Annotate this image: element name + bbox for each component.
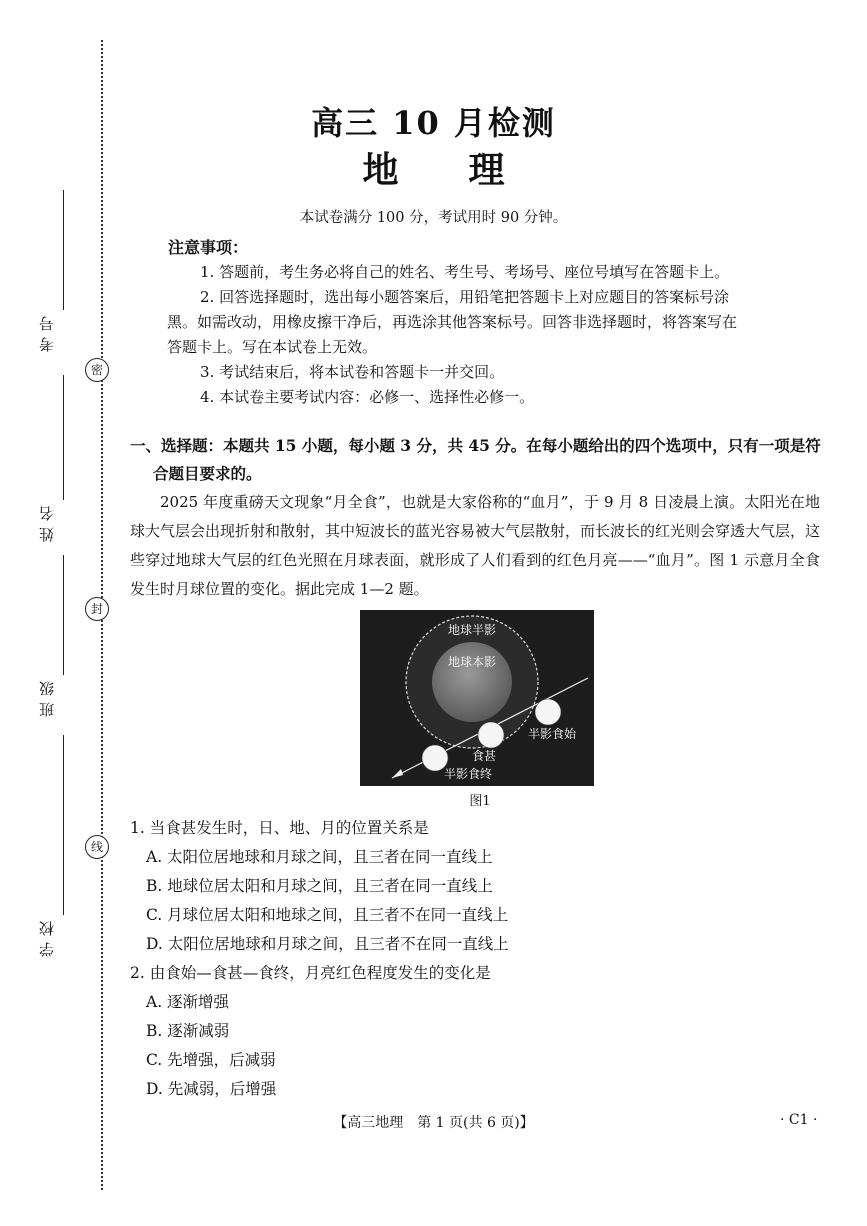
notice-item-4: 4. 本试卷主要考试内容：必修一、选择性必修一。 bbox=[200, 388, 535, 406]
lunar-eclipse-figure bbox=[360, 610, 594, 786]
notice-item-1: 1. 答题前，考生务必将自己的姓名、考生号、考场号、座位号填写在答题卡上。 bbox=[200, 263, 730, 281]
question-1-option-b: B. 地球位居太阳和月球之间，且三者在同一直线上 bbox=[146, 877, 493, 895]
name-blank bbox=[63, 375, 64, 500]
seal-xian: 线 bbox=[85, 835, 109, 859]
school-field bbox=[36, 735, 72, 965]
label-penumbra: 地球半影 bbox=[448, 623, 497, 637]
name-label: 姓名 bbox=[38, 500, 56, 542]
question-2-stem: 2. 由食始—食甚—食终，月亮红色程度发生的变化是 bbox=[130, 964, 491, 982]
umbra-circle bbox=[432, 642, 512, 722]
question-2-option-a: A. 逐渐增强 bbox=[146, 993, 230, 1011]
notice-item-2-cont: 黑。如需改动，用橡皮擦干净后，再选涂其他答案标号。回答非选择题时，将答案写在 bbox=[167, 313, 738, 331]
page-footer: 【高三地理 第 1 页(共 6 页)】 bbox=[333, 1115, 534, 1131]
question-1-option-a: A. 太阳位居地球和月球之间，且三者在同一直线上 bbox=[146, 848, 493, 866]
passage-text: 2025 年度重磅天文现象“月全食”，也就是大家俗称的“血月”，于 9 月 8 日凌晨上演。太阳光在地球大气层会出现折射和散射，其中短波长的蓝光容易被大气层散射，而长波长的红光则会穿透大气层，这些穿过地球大气层的红色光照在月球表面，就形成了人们看到的红色月亮——“血月”。图 1 示意月全食发生时月球位置的变化。据此完成 1—2 题。 bbox=[130, 493, 821, 598]
question-2-option-d: D. 先减弱，后增强 bbox=[146, 1080, 277, 1098]
question-2-option-c: C. 先增强，后减弱 bbox=[146, 1051, 276, 1069]
notice-heading: 注意事项： bbox=[168, 238, 249, 257]
exam-note: 本试卷满分 100 分，考试用时 90 分钟。 bbox=[299, 210, 568, 226]
exam-title: 高三 10 月检测 bbox=[311, 104, 556, 142]
notice-item-3: 3. 考试结束后，将本试卷和答题卡一并交回。 bbox=[200, 363, 505, 381]
question-1-option-c: C. 月球位居太阳和地球之间，且三者不在同一直线上 bbox=[146, 906, 509, 924]
section-heading bbox=[130, 432, 830, 488]
moon-greatest bbox=[478, 722, 504, 748]
name-field bbox=[36, 375, 72, 555]
notice-item-2: 2. 回答选择题时，选出每小题答案后，用铅笔把答题卡上对应题目的答案标号涂 bbox=[200, 288, 730, 306]
question-1-option-d: D. 太阳位居地球和月球之间，且三者不在同一直线上 bbox=[146, 935, 509, 953]
reading-passage bbox=[130, 488, 820, 604]
school-label: 学校 bbox=[38, 915, 56, 957]
subject-title: 地理 bbox=[362, 149, 575, 191]
class-label: 班级 bbox=[38, 675, 56, 717]
label-greatest: 食甚 bbox=[472, 749, 497, 763]
school-blank bbox=[63, 735, 64, 915]
notice-item-2-cont2: 答题卡上。写在本试卷上无效。 bbox=[167, 338, 378, 356]
class-field bbox=[36, 555, 72, 725]
section-line-1: 一、选择题：本题共 15 小题，每小题 3 分，共 45 分。在每小题给出的四个选项中，只有一项是符 bbox=[130, 436, 821, 455]
seal-mi: 密 bbox=[85, 358, 109, 382]
class-blank bbox=[63, 555, 64, 675]
label-penumbral-end: 半影食终 bbox=[444, 767, 493, 781]
exam-number-label: 考号 bbox=[38, 310, 56, 352]
figure-caption: 图1 bbox=[469, 794, 491, 809]
section-line-2: 合题目要求的。 bbox=[153, 464, 262, 483]
label-umbra: 地球本影 bbox=[448, 655, 497, 669]
label-penumbral-start: 半影食始 bbox=[528, 727, 577, 741]
paper-code: · C1 · bbox=[780, 1112, 818, 1128]
question-2-option-b: B. 逐渐减弱 bbox=[146, 1022, 230, 1040]
seal-feng: 封 bbox=[85, 597, 109, 621]
question-1-stem: 1. 当食甚发生时，日、地、月的位置关系是 bbox=[130, 819, 429, 837]
moon-penumbral-start bbox=[535, 699, 561, 725]
